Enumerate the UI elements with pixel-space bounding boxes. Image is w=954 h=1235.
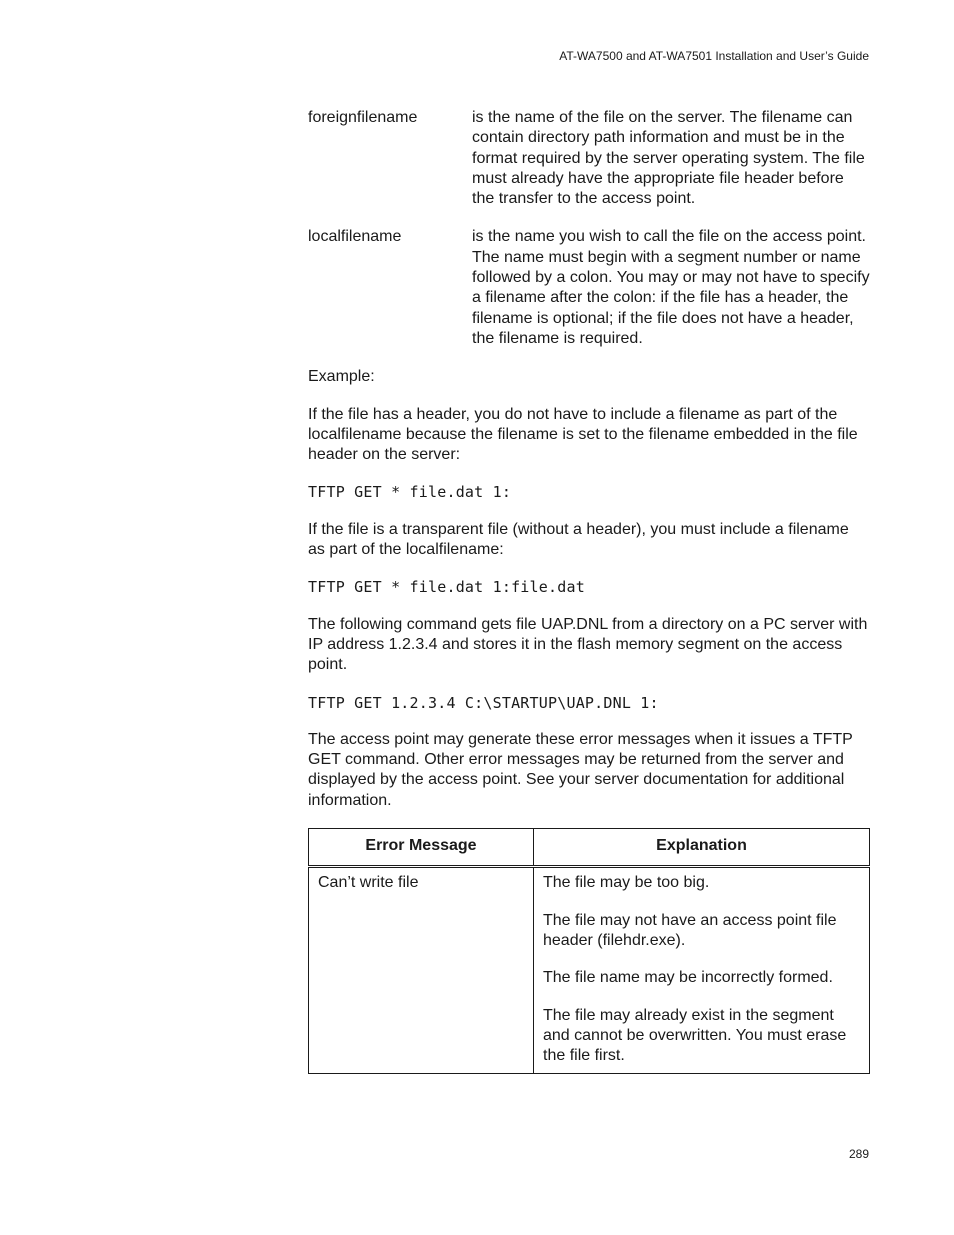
code-example-3: TFTP GET 1.2.3.4 C:\STARTUP\UAP.DNL 1: [308, 693, 659, 712]
column-header-error-message: Error Message [309, 829, 534, 867]
example-label: Example: [308, 368, 375, 386]
column-header-explanation: Explanation [534, 829, 870, 867]
paragraph-transparent-case: If the file is a transparent file (without a header), you must include a filename as part of the localfilename: [308, 520, 849, 559]
code-example-2: TFTP GET * file.dat 1:file.dat [308, 578, 585, 597]
code-example-1: TFTP GET * file.dat 1: [308, 483, 512, 502]
table-row [309, 867, 870, 1074]
explanation-cell [534, 867, 870, 1074]
paragraph-error-intro: The access point may generate these error messages when it issues a TFTP GET command. Other error messages may be returned from the server and displayed by the access point. See your server documentation for additional information. [308, 730, 853, 809]
explanation-item: The file may already exist in the segment and cannot be overwritten. You must erase the file first. [543, 1006, 847, 1065]
explanation-item: The file name may be incorrectly formed. [543, 969, 833, 987]
parameter-definitions [308, 108, 870, 349]
table-header-row [309, 829, 870, 867]
explanation-item: The file may be too big. [543, 874, 710, 892]
definition-description: is the name of the file on the server. The filename can contain directory path information and must be in the format required by the server operating system. The file must already have the appropriate file header before the transfer to the access point. [472, 109, 865, 208]
running-header: AT-WA7500 and AT-WA7501 Installation and User’s Guide [559, 49, 869, 63]
definition-description: is the name you wish to call the file on the access point. The name must begin with a segment number or name followed by a colon. You may or may not have to specify a filename after the colon: if the file has a header, the filename is optional; if the file does not have a header, the filename is required. [472, 228, 870, 347]
page-number: 289 [848, 1147, 869, 1161]
definition-row [308, 227, 870, 349]
page-content [308, 108, 870, 1074]
paragraph-pc-server-case: The following command gets file UAP.DNL from a directory on a PC server with IP address 1.2.3.4 and stores it in the flash memory segment on the access point. [308, 615, 868, 674]
definition-term: foreignfilename [308, 109, 418, 126]
error-message-cell: Can’t write file [309, 867, 534, 1074]
definition-row [308, 108, 870, 209]
error-message-table [308, 828, 870, 1074]
definition-term: localfilename [308, 228, 402, 246]
paragraph-header-case: If the file has a header, you do not have to include a filename as part of the localfilename because the filename is set to the filename embedded in the file header on the server: [308, 405, 858, 464]
explanation-item: The file may not have an access point file header (filehdr.exe). [543, 911, 837, 949]
